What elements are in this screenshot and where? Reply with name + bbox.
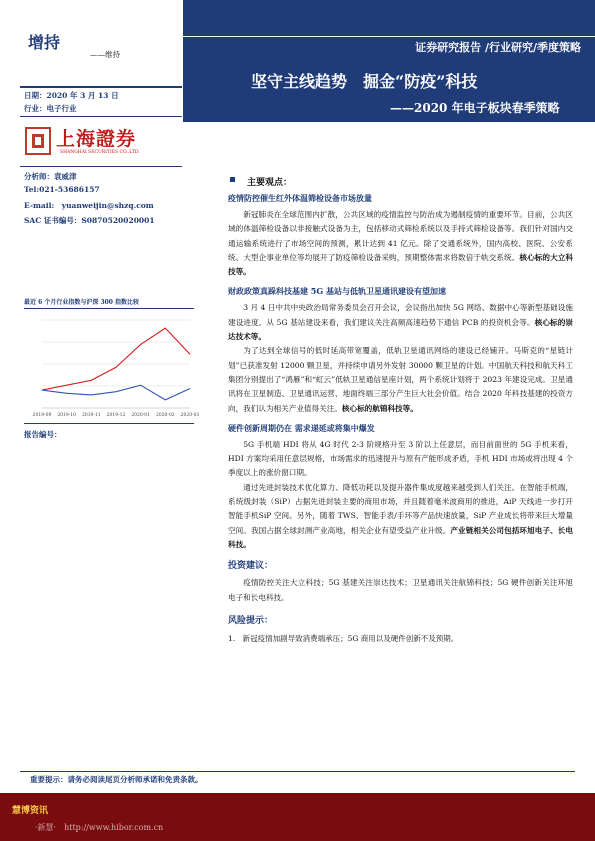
report-subtitle: ——2020 年电子板块春季策略 (390, 101, 560, 115)
section3-key-2: 产业链相关公司包括环旭电子、长电科技。 (228, 525, 574, 549)
chart-title: 最近 6 个月行业指数与沪深 300 指数比较 (24, 299, 140, 306)
main-heading: 主要观点： (247, 178, 293, 188)
chart-x-tick-label: 2019-11 (81, 413, 101, 418)
footer-badge: 慧博资讯 (12, 806, 49, 816)
investment-text: 疫情防控关注大立科技；5G 基建关注崇达技术；卫星通讯关注航锦科技；5G 硬件创新关注环旭电子和长电科技。 (228, 578, 573, 602)
section2-text-1: 3 月 4 日中共中央政治局常务委员会召开会议，会议指出加快 5G 网络、数据中心等新型基础设施建设进度。从 5G 基站建设来看，我们建议关注高频高速趋势下通信 PCB 的投资机会等。 (228, 303, 573, 327)
section1-paragraph (228, 208, 573, 279)
report-type: 证券研究报告 /行业研究/季度策略 (183, 36, 595, 58)
section2-text-2: 为了达到全球信号的低时延高带宽覆盖，低轨卫星通讯网络的建设已经铺开。马斯克的“星链计划”已获准发射 12000 颗卫星，并持续申请另外发射 30000 颗卫星的计划。中国航天科技和航天科工集团分别提出了“鸿雁”和“虹云”低轨卫星通信星座计划，两个系统计划将于 2023 年建设完成。卫星通讯将在卫星制造、卫星通讯运营、地面终端三部分产生巨大社会价值。结合 2020 年科技基建的投资方向，我们认为相关产业值得关注。 (228, 346, 573, 413)
chart-x-tick-label: 2020-02 (155, 413, 175, 418)
divider (24, 308, 194, 309)
chart-x-tick-label: 2019-10 (57, 413, 77, 418)
rating-sub: ——维持 (90, 50, 120, 59)
section1-text: 新冠肺炎在全球范围内扩散，公共区域的疫情监控与防治成为遏制疫情的重要环节。目前，公共区域的体温筛检设备以非接触式设备为主，包括移动式筛检系统以及手持式筛检设备等。我们针对国内交通运输系统进行了市场空间的预测，累计达到 41 亿元。除了交通系统外，国内高校、医院、公安系统、大型企事业单位等均展开了防疫筛检设备采购，预期整体需求将数倍于轨交系统。 (228, 210, 573, 262)
logo-name: 上海證券 (56, 128, 137, 150)
section3-paragraph-2 (228, 481, 573, 552)
risk-heading: 风险提示： (228, 615, 274, 626)
company-logo (24, 124, 184, 164)
section1-key: 核心标的大立科技等。 (228, 252, 574, 277)
section-marker-icon (228, 174, 246, 186)
rating: 增持 (28, 33, 61, 52)
footer-notice: 重要提示：请务必阅读尾页分析师承诺和免责条款。 (30, 775, 203, 784)
chart-x-tick-label: 2020-01 (131, 413, 151, 418)
section3-title: 硬件创新周期仍在 需求递延或将集中爆发 (228, 422, 375, 433)
header-top-bar (183, 0, 595, 36)
section2-paragraph-2 (228, 344, 573, 415)
report-number: 报告编号： (24, 430, 62, 439)
section2-title: 财政政策真跺科技基建 5G 基站与低轨卫星通讯建设有望加速 (228, 286, 446, 297)
analyst-email[interactable]: E-mail: yuanweijin@shzq.com (24, 201, 154, 210)
analyst-name: 分析师：袁威津 (24, 172, 77, 181)
logo-emblem-icon (24, 126, 52, 156)
chart-series-line-1 (42, 328, 190, 390)
divider (20, 166, 182, 167)
section1-title: 疫情防控催生红外体温筛检设备市场放量 (228, 193, 372, 203)
chart-x-ticks (33, 412, 200, 418)
investment-heading: 投资建议： (228, 561, 274, 572)
divider (20, 86, 182, 88)
footer-band (0, 793, 595, 841)
logo-en: SHANGHAI SECURITIES CO.,LTD. (60, 150, 140, 155)
report-title: 坚守主线趋势 掘金“防疫”科技 (251, 72, 478, 91)
chart-series-line-2 (42, 385, 190, 400)
chart-x-tick-label: 2020-03 (180, 413, 200, 418)
footer-url[interactable]: ·新慧· http://www.hibor.com.cn (35, 823, 164, 832)
risk-text: 1. 新冠疫情加剧导致消费端承压；5G 商用以及硬件创新不及预期。 (228, 633, 459, 643)
main-content (228, 193, 573, 645)
analyst-tel: Tel:021-53686157 (24, 185, 100, 194)
chart-x-tick-label: 2019-09 (32, 413, 52, 418)
section3-text-1: 5G 手机端 HDI 将从 4G 时代 2-3 阶规格升至 3 阶以上任意层，而目前面世的 5G 手机来看，HDI 方案均采用任意层规格，市场需求的迅速提升与原有产能形成矛盾，手机 HDI 市场或将出现 4 个季度以上的涨价窗口期。 (228, 439, 573, 478)
divider (24, 423, 194, 424)
divider (20, 116, 182, 117)
index-comparison-chart (24, 312, 200, 422)
section2-paragraph-1 (228, 301, 573, 344)
footer-divider (20, 771, 575, 772)
chart-gridlines (42, 320, 190, 408)
section2-key-1: 核心标的崇达技术等。 (228, 317, 573, 342)
industry: 行业：电子行业 (24, 104, 77, 113)
section2-key-2: 核心标的航锦科技等。 (341, 403, 418, 413)
section3-paragraph-1 (228, 438, 573, 481)
chart-x-tick-label: 2019-12 (106, 413, 126, 418)
analyst-sac: SAC 证书编号：S0870520020001 (24, 216, 155, 225)
date: 日期：2020 年 3 月 13 日 (24, 91, 119, 100)
section3-text-2: 通过先进封装技术优化算力、降低功耗以及提升器件集成度越来越受到人们关注。在智能手机端，系统级封装（SiP）占据先进封装主要的商用市场，并且随着毫米波商用的推进，AiP 天线进一步打开智能手机SiP 空间。另外，随着 TWS、智能手表/手环等产品快速放量，SiP 产业成长将带来巨大增量空间。我国占据全球封测产业高地，相关企业有望受益产业升级。 (228, 482, 573, 535)
